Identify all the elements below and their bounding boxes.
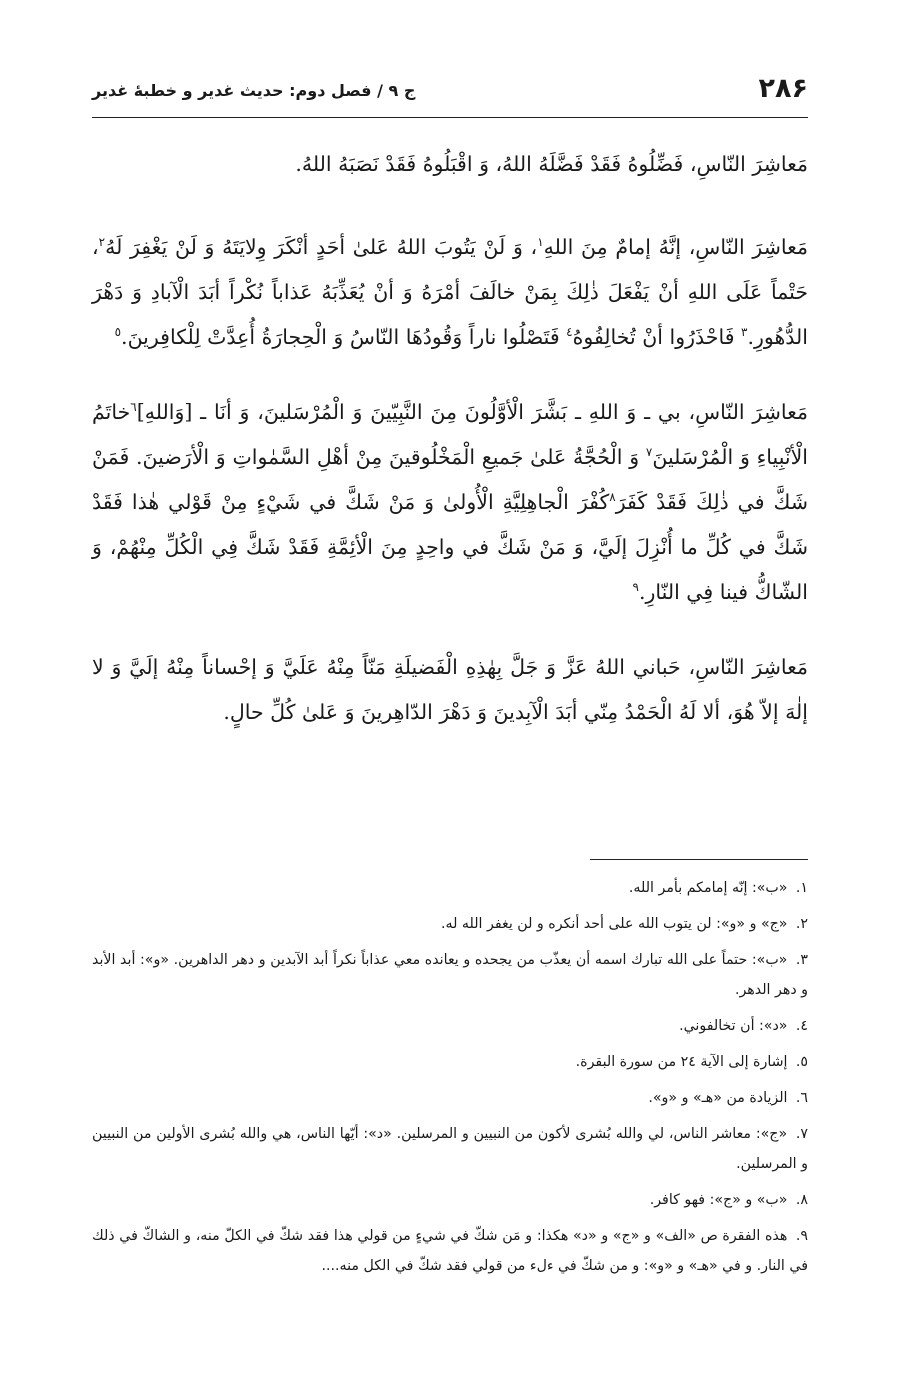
paragraph-2: مَعاشِرَ النّاسِ، إنَّهُ إمامٌ مِنَ اللهِ$^١$، وَ لَنْ يَتُوبَ اللهُ عَلىٰ أحَدٍ أنْكَرَ وِلايَتَهُ وَ لَنْ يَغْفِرَ لَهُ$^٢$، حَتْماً عَلَى اللهِ أنْ يَفْعَلَ ذٰلِكَ بِمَنْ خالَفَ أمْرَهُ وَ أنْ يُعَذِّبَهُ عَذاباً نُكْراً أبَدَ الْآبادِ وَ دَهْرَ الدُّهُورِ.$^٣$ فَاحْذَرُوا أنْ تُخالِفُوهُ$^٤$ فَتَصْلُوا ناراً وَقُودُهَا النّاسُ وَ الْحِجارَةُ أُعِدَّتْ لِلْكافِرينَ.$^٥$ (92, 235, 808, 349)
footnote-3 (92, 945, 808, 1005)
footnote-number: ٤. (795, 1018, 808, 1034)
running-title: ج ۹ / فصل دوم: حديث غدير و خطبهٔ غدير (92, 81, 416, 100)
footnote-ref-7[interactable]: ٧ (645, 445, 653, 460)
page-header (92, 72, 808, 116)
footnote-number: ٩. (795, 1228, 809, 1244)
footnote-number: ١. (795, 880, 808, 896)
footnote-ref-2[interactable]: ٢ (98, 235, 106, 250)
paragraph-4: مَعاشِرَ النّاسِ، حَباني اللهُ عَزَّ وَ جَلَّ بِهٰذِهِ الْفَضيلَةِ مَنّاً مِنْهُ عَلَيَّ وَ إحْساناً مِنْهُ إلَيَّ وَ لا إلٰهَ إلاّ هُوَ، ألا لَهُ الْحَمْدُ مِنّي أبَدَ الْآبِدينَ وَ دَهْرَ الدّاهِرينَ وَ عَلىٰ كُلِّ حالٍ. (92, 655, 808, 724)
footnote-ref-4[interactable]: ٤ (566, 325, 573, 340)
page-number: ۲۸۶ (758, 73, 808, 104)
footnote-text: «د»: أن تخالفوني. (679, 1018, 788, 1034)
main-text (92, 142, 808, 765)
paragraph-3: مَعاشِرَ النّاسِ، بي ـ وَ اللهِ ـ بَشَّرَ الْأوَّلُونَ مِنَ النَّبِيّينَ وَ الْمُرْسَلينَ، وَ أنَا ـ [وَاللهِ]$^٦$خاتَمُ الْأنْبِياءِ وَ الْمُرْسَلينَ$^٧$ وَ الْحُجَّةُ عَلىٰ جَميعِ الْمَخْلُوقينَ مِنْ أهْلِ السَّمٰواتِ وَ الْأرَضينَ. فَمَنْ شَكَّ في ذٰلِكَ فَقَدْ كَفَرَ$^٨$كُفْرَ الْجاهِلِيَّةِ الْأُولىٰ وَ مَنْ شَكَّ في شَيْءٍ مِنْ قَوْلي هٰذا فَقَدْ شَكَّ في كُلِّ ما أُنْزِلَ إلَيَّ، وَ مَنْ شَكَّ في واحِدٍ مِنَ الْأئِمَّةِ فَقَدْ شَكَّ فِي الْكُلِّ مِنْهُمْ، وَ الشّاكُّ فينا فِي النّارِ.$^٩$ (92, 400, 808, 604)
footnote-text: «ب» و «ج»: فهو كافر. (649, 1192, 788, 1208)
footnote-2 (92, 909, 808, 939)
footnote-ref-3[interactable]: ٣ (741, 325, 748, 340)
footnote-number: ٨. (795, 1192, 808, 1208)
footnote-text: «ج»: معاشر الناس، لي والله بُشرى لأكون من النبيين و المرسلين. «د»: أيّها الناس، هي والله بُشرى الأولين من النبيين و المرسلين. (92, 1126, 808, 1172)
footnote-number: ٥. (795, 1054, 808, 1070)
footnote-text: «ج» و «و»: لن يتوب الله على أحد أنكره و لن يغفر الله له. (440, 916, 788, 932)
paragraph-1: مَعاشِرَ النّاسِ، فَضِّلُوهُ فَقَدْ فَضَّلَهُ اللهُ، وَ اقْبَلُوهُ فَقَدْ نَصَبَهُ اللهُ. (295, 152, 808, 176)
footnote-number: ٦. (795, 1090, 808, 1106)
footnote-1 (92, 873, 808, 903)
footnote-5 (92, 1047, 808, 1077)
footnote-ref-6[interactable]: ٦ (130, 400, 137, 415)
footnote-rule (590, 859, 808, 860)
footnote-ref-8[interactable]: ٨ (609, 490, 616, 505)
footnote-number: ٣. (795, 952, 808, 968)
footnotes (92, 873, 808, 1287)
footnote-text: «ب»: حتماً على الله تبارك اسمه أن يعذّب من يجحده و يعانده معي عذاباً نكراً أبد الآبدين و دهر الداهرين. «و»: أبد الأبد و دهر الدهر. (92, 952, 808, 998)
header-rule (92, 117, 808, 118)
footnote-ref-5[interactable]: ٥ (114, 325, 122, 340)
footnote-ref-1[interactable]: ١ (537, 235, 544, 250)
footnote-4 (92, 1011, 808, 1041)
footnote-text: «ب»: إنّه إمامكم بأمر الله. (628, 880, 788, 896)
footnote-9 (92, 1221, 808, 1281)
footnote-ref-9[interactable]: ٩ (632, 580, 639, 595)
footnote-number: ٢. (795, 916, 808, 932)
footnote-8 (92, 1185, 808, 1215)
footnote-text: هذه الفقرة ص «الف» و «ج» و «د» هكذا: و مَن شكّ في شيءٍ من قولي هذا فقد شكّ في الكلّ منه، و الشاكّ في ذلك في النار. و في «هـ» و «و»: و من شكّ في ءلء من قولي فقد شكّ في الكل منه.... (92, 1228, 808, 1274)
footnote-text: الزيادة من «هـ» و «و». (648, 1090, 788, 1106)
footnote-number: ٧. (795, 1126, 808, 1142)
footnote-text: إشارة إلى الآية ٢٤ من سورة البقرة. (575, 1054, 788, 1070)
footnote-7 (92, 1119, 808, 1179)
footnote-6 (92, 1083, 808, 1113)
